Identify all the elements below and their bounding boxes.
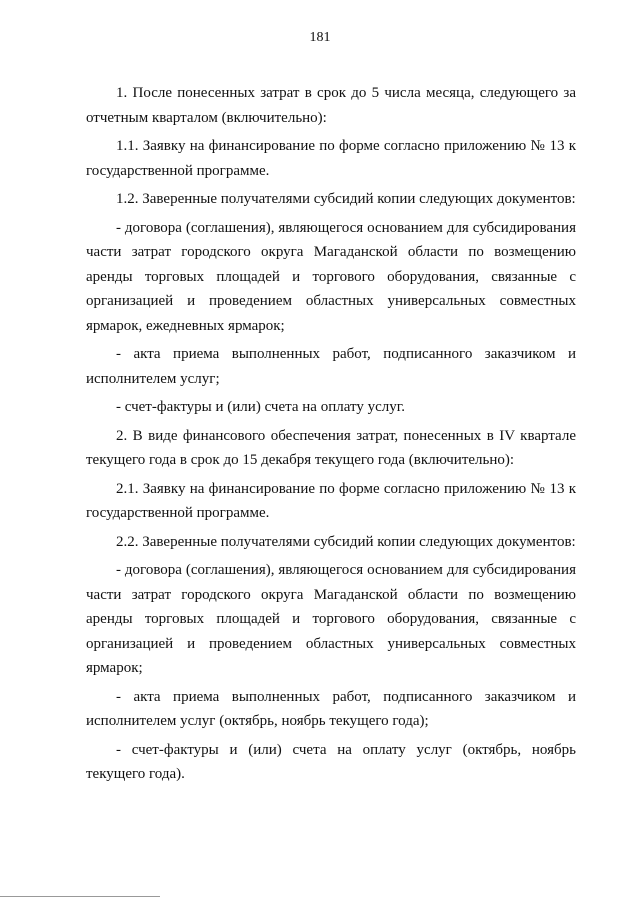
paragraph-2-2: 2.2. Заверенные получателями субсидий копии следующих документов: (116, 533, 576, 550)
list-item-act-2: - акта приема выполненных работ, подписанного заказчиком и исполнителем услуг (октябрь, ноябрь текущего года); (86, 688, 576, 729)
paragraph-1: 1. После понесенных затрат в срок до 5 числа месяца, следующего за отчетным кварталом (включительно): (86, 85, 576, 126)
list-item-contract-2: - договора (соглашения), являющегося основанием для субсидирования части затрат городского округа Магаданской области по возмещению аренды торговых площадей и торгового оборудования, связанные с организацией и проведением областных универсальных совместных ярмарок; (86, 562, 576, 676)
page-number: 181 (309, 30, 331, 45)
list-item-invoice-2: - счет-фактуры и (или) счета на оплату услуг (октябрь, ноябрь текущего года). (86, 741, 576, 782)
paragraph-2-1: 2.1. Заявку на финансирование по форме согласно приложению № 13 к государственной программе. (86, 480, 576, 521)
paragraph-2: 2. В виде финансового обеспечения затрат, понесенных в IV квартале текущего года в срок до 15 декабря текущего года (включительно): (86, 427, 576, 468)
paragraph-1-2: 1.2. Заверенные получателями субсидий копии следующих документов: (116, 191, 576, 207)
list-item-contract-1: - договора (соглашения), являющегося основанием для субсидирования части затрат городского округа Магаданской области по возмещению аренды торговых площадей и торгового оборудования, связанные с организацией и проведением областных универсальных совместных ярмарок, ежедневных ярмарок; (86, 219, 576, 334)
list-item-invoice-1: - счет-фактуры и (или) счета на оплату услуг. (116, 399, 405, 415)
paragraph-1-1: 1.1. Заявку на финансирование по форме согласно приложению № 13 к государственной программе. (86, 138, 576, 179)
list-item-act-1: - акта приема выполненных работ, подписанного заказчиком и исполнителем услуг; (86, 346, 576, 387)
document-body (86, 81, 576, 787)
scan-edge-line (0, 896, 160, 897)
